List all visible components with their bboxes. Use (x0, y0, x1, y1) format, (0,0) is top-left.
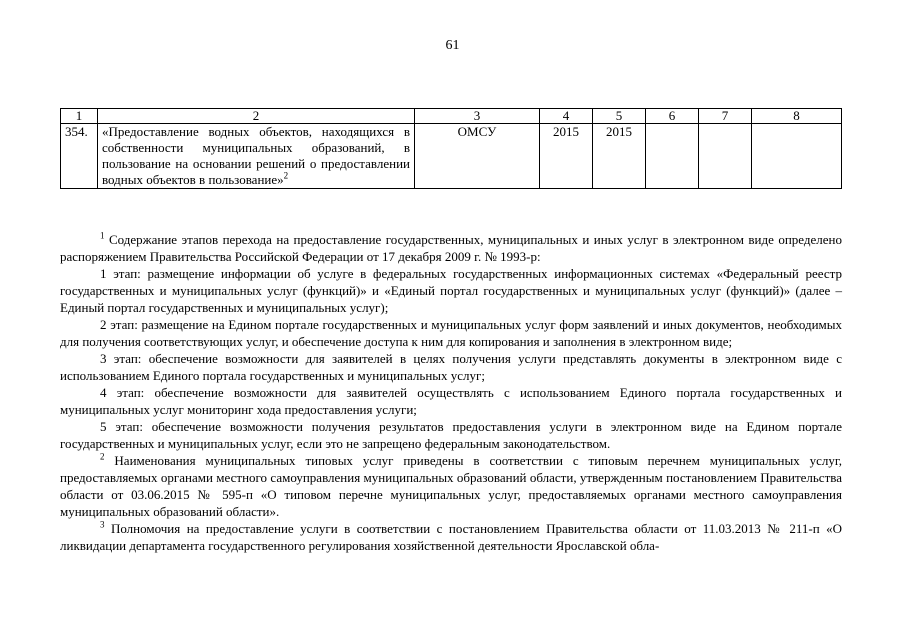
header-cell: 3 (415, 109, 540, 124)
footnote-paragraph (60, 520, 842, 554)
page-number: 61 (445, 38, 460, 53)
footnote-paragraph (60, 316, 842, 350)
footnote-text: Содержание этапов перехода на предоставление государственных, муниципальных и иных услуг в электронном виде определено распоряжением Правительства Российской Федерации от 17 декабря 2009 г. № 1993-р: (60, 232, 842, 264)
footnote-marker: 3 (100, 519, 105, 530)
service-name: «Предоставление водных объектов, находящихся в собственности муниципальных образований, в пользование на основании решений о предоставлении водных объектов в пользование» (102, 124, 410, 187)
footnote-paragraph (60, 350, 842, 384)
header-cell: 8 (752, 109, 842, 124)
footnote-paragraph (60, 418, 842, 452)
header-cell: 6 (646, 109, 699, 124)
table-header-row (61, 109, 842, 124)
agency-cell: ОМСУ (415, 124, 540, 189)
footnote-text: 5 этап: обеспечение возможности получения результатов предоставления услуги в электронном виде на Едином портале государственных и муниципальных услуг, если это не запрещено федеральным законодательством. (60, 419, 842, 451)
footnote-text: 4 этап: обеспечение возможности для заявителей осуществлять с использованием Единого портала государственных и муниципальных услуг мониторинг хода предоставления услуги; (60, 385, 842, 417)
year-cell: 2015 (540, 124, 593, 189)
footnote-paragraph (60, 384, 842, 418)
footnote-paragraph (60, 452, 842, 520)
footnote-ref: 2 (283, 170, 289, 181)
footnote-marker: 1 (100, 230, 105, 241)
footnote-marker: 2 (100, 451, 105, 462)
table-row (61, 124, 842, 189)
footnote-text: 2 этап: размещение на Едином портале государственных и муниципальных услуг форм заявлений и иных документов, необходимых для получения соответствующих услуг, и обеспечение доступа к ним для копирования и заполнения в электронном виде; (60, 317, 842, 349)
footnote-text: Наименования муниципальных типовых услуг приведены в соответствии с типовым перечнем муниципальных услуг, предоставляемых органами местного самоуправления муниципальных образований области, утвержденным постановлением Правительства области от 03.06.2015 № 595-п «О типовом перечне муниципальных услуг, предоставляемых органами местного самоуправления муниципальных образований области». (60, 453, 843, 519)
header-cell: 1 (61, 109, 98, 124)
service-name-cell (98, 124, 415, 189)
row-number: 354. (61, 124, 98, 189)
empty-cell (752, 124, 842, 189)
year-cell: 2015 (593, 124, 646, 189)
empty-cell (699, 124, 752, 189)
header-cell: 5 (593, 109, 646, 124)
footnotes (60, 231, 842, 554)
header-cell: 4 (540, 109, 593, 124)
footnote-text: Полномочия на предоставление услуги в соответствии с постановлением Правительства области от 11.03.2013 № 211-п «О ликвидации департамента государственного регулирования хозяйственной деятельности Ярославской обла- (60, 521, 842, 553)
empty-cell (646, 124, 699, 189)
footnote-text: 3 этап: обеспечение возможности для заявителей в целях получения услуги представлять документы в электронном виде с использованием Единого портала государственных и муниципальных услуг; (60, 351, 842, 383)
services-table (60, 108, 842, 189)
footnote-paragraph (60, 231, 842, 265)
footnote-paragraph (60, 265, 842, 316)
footnote-text: 1 этап: размещение информации об услуге в федеральных государственных информационных системах «Федеральный реестр государственных и муниципальных услуг (функций)» и «Единый портал государственных и муниципальных услуг (функций)» (далее – Единый портал государственных и муниципальных услуг); (60, 266, 842, 315)
header-cell: 7 (699, 109, 752, 124)
header-cell: 2 (98, 109, 415, 124)
